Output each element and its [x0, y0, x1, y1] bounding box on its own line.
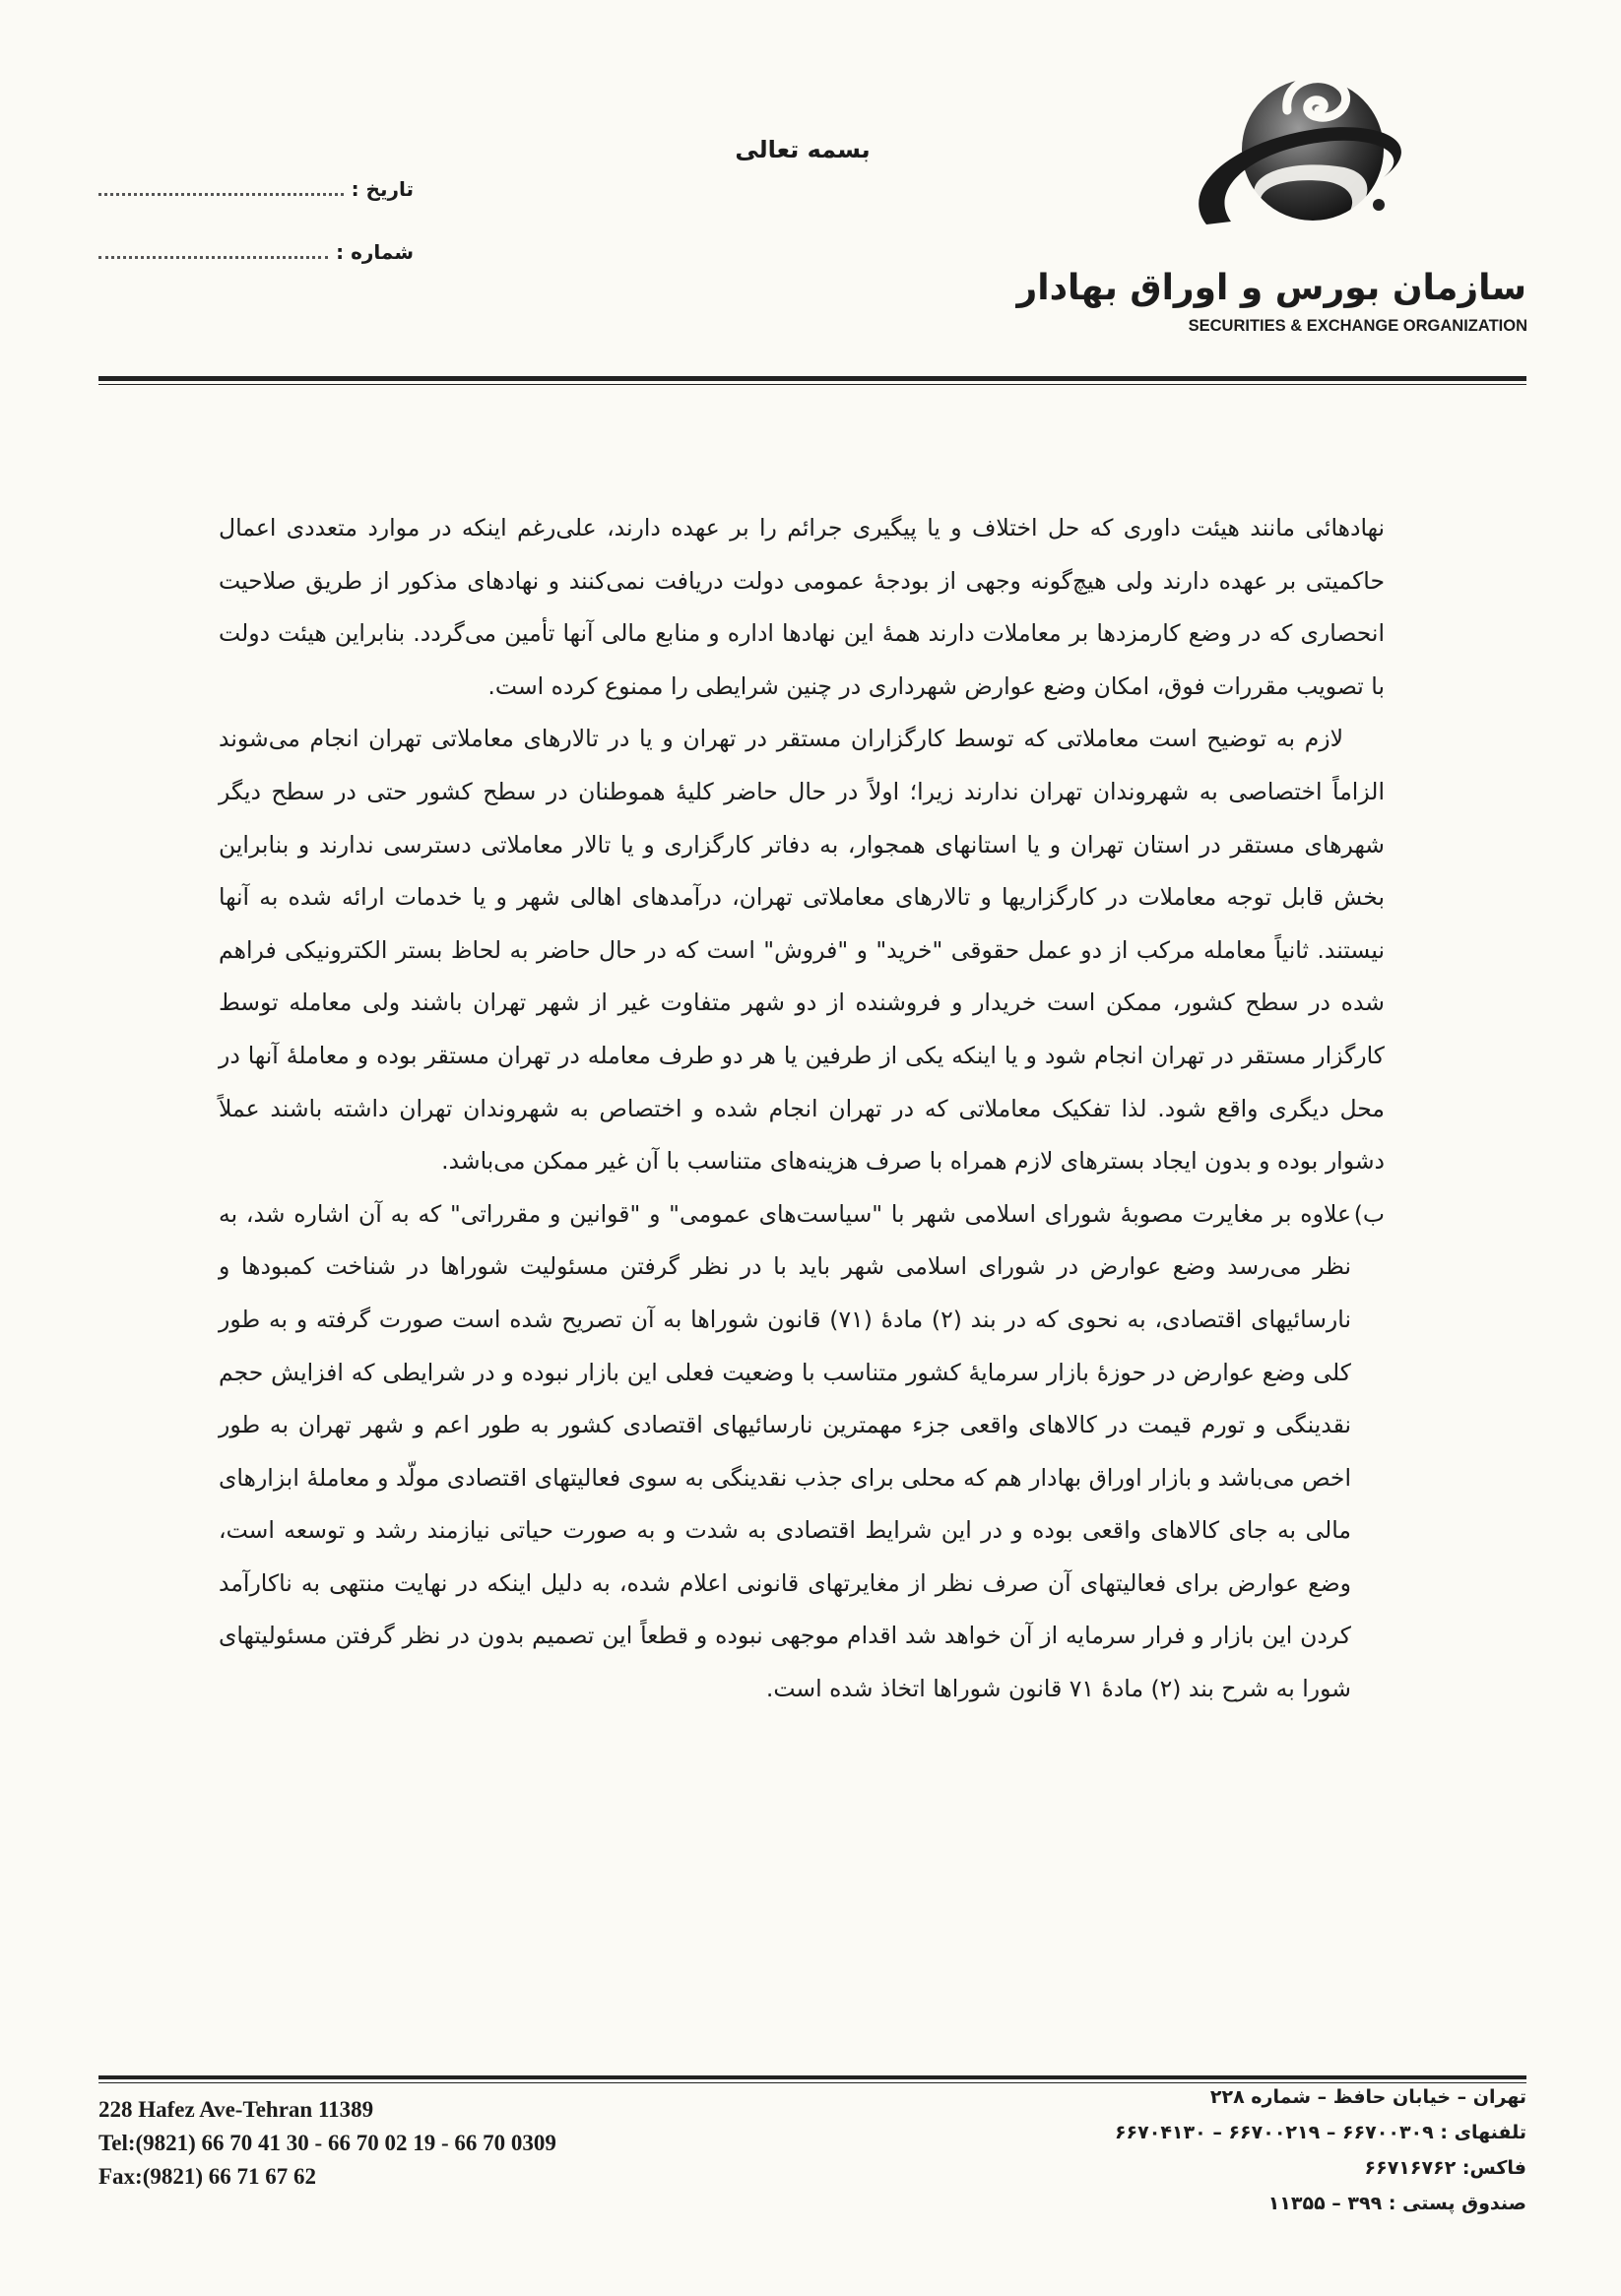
- footer-tel-en: Tel:(9821) 66 70 41 30 - 66 70 02 19 - 66 70 0309: [98, 2131, 556, 2155]
- body-item-b: [219, 1188, 1385, 1716]
- date-label: تاریخ :: [351, 177, 414, 201]
- item-b-text: علاوه بر مغایرت مصوبهٔ شورای اسلامی شهر با "سیاست‌های عمومی" و "قوانین و مقرراتی" که به آن اشاره شد، به نظر می‌رسد وضع عوارض در شورای اسلامی شهر باید با در نظر گرفتن مسئولیت شوراها در شناخت کمبودها و نارسائیهای اقتصادی، به نحوی که در بند (۲) مادهٔ (۷۱) قانون شوراها به آن تصریح شده است صورت گرفته و به طور کلی وضع عوارض در حوزهٔ بازار سرمایهٔ کشور متناسب با وضعیت فعلی این بازار نبوده و در شرایطی که افزایش حجم نقدینگی و تورم قیمت در کالاهای واقعی جزء مهمترین نارسائیهای اقتصادی کشور به طور اعم و شهر تهران به طور اخص می‌باشد و بازار اوراق بهادار هم که محلی برای جذب نقدینگی به سوی فعالیتهای اقتصادی مولّد و معاملهٔ ابزارهای مالی به جای کالاهای واقعی بوده و در این شرایط اقتصادی به شدت و به صورت حیاتی نیازمند رشد و توسعه است، وضع عوارض برای فعالیتهای آن صرف نظر از مغایرتهای قانونی اعلام شده، به دلیل اینکه در نهایت منتهی به ناکارآمد کردن این بازار و فرار سرمایه از آن خواهد شد اقدام موجهی نبوده و قطعاً این تصمیم بدون در نظر گرفتن مسئولیتهای شورا به شرح بند (۲) مادهٔ ۷۱ قانون شوراها اتخاذ شده است.: [219, 1199, 1351, 1703]
- header-rule-thick: [98, 376, 1526, 381]
- header-rule-thin: [98, 384, 1526, 385]
- footer-contact-fa: [1115, 2079, 1526, 2221]
- footer-address-en: 228 Hafez Ave-Tehran 11389: [98, 2097, 374, 2122]
- bismillah-heading: بسمه تعالی: [735, 136, 871, 163]
- date-field: [98, 177, 414, 201]
- date-dotted-line: [98, 177, 344, 196]
- footer-contact-en: [98, 2093, 556, 2194]
- footer-fax-en: Fax:(9821) 66 71 67 62: [98, 2164, 317, 2189]
- footer-address-fa: تهران – خیابان حافظ – شماره ۲۲۸: [1209, 2086, 1526, 2108]
- body-paragraph-2: لازم به توضیح است معاملاتی که توسط کارگزاران مستقر در تهران و یا در تالارهای معاملاتی تهران انجام می‌شوند الزاماً اختصاصی به شهروندان تهران ندارند زیرا؛ اولاً در حال حاضر کلیهٔ هموطنان در سطح کشور حتی در سطح دیگر شهرهای مستقر در استان تهران و یا استانهای همجوار، به دفاتر کارگزاری و یا تالار معاملاتی دسترسی ندارند و بنابراین بخش قابل توجه معاملات در کارگزاریها و تالارهای معاملاتی تهران، درآمدهای اهالی شهر و یا خدمات ارائه شده به آنها نیستند. ثانیاً معامله مرکب از دو عمل حقوقی "خرید" و "فروش" است که در حال حاضر به لحاظ بستر الکترونیکی فراهم شده در سطح کشور، ممکن است خریدار و فروشنده از دو شهر متفاوت غیر از شهر تهران باشند ولی معامله توسط کارگزار مستقر در تهران انجام شود و یا اینکه یکی از طرفین یا هر دو طرف معامله در تهران مستقر بوده و معاملهٔ آنها در محل دیگری واقع شود. لذا تفکیک معاملاتی که در تهران انجام شده و اختصاص به شهروندان تهران داشته باشند عملاً دشوار بوده و بدون ایجاد بسترهای لازم همراه با صرف هزینه‌های متناسب با آن غیر ممکن می‌باشد.: [219, 725, 1385, 1176]
- number-label: شماره :: [336, 240, 414, 264]
- item-b-label: ب): [1353, 1199, 1385, 1228]
- letter-body: [219, 502, 1385, 1716]
- body-paragraph-1: نهادهائی مانند هیئت داوری که حل اختلاف و یا پیگیری جرائم را بر عهده دارند، علی‌رغم اینکه در موارد متعددی اعمال حاکمیتی بر عهده دارند ولی هیچ‌گونه وجهی از بودجهٔ عمومی دولت دریافت نمی‌کنند و نهادهای مذکور از طریق صلاحیت انحصاری که در وضع کارمزدها بر معاملات دارند همهٔ این نهادها اداره و منابع مالی آنها تأمین می‌گردد. بنابراین هیئت دولت با تصویب مقررات فوق، امکان وضع عوارض شهرداری در چنین شرایطی را ممنوع کرده است.: [219, 514, 1385, 700]
- org-name-en: SECURITIES & EXCHANGE ORGANIZATION: [1188, 317, 1527, 335]
- footer-tel-fa: تلفنهای : ۶۶۷۰۰۳۰۹ – ۶۶۷۰۰۲۱۹ – ۶۶۷۰۴۱۳۰: [1114, 2122, 1526, 2143]
- number-field: [98, 240, 414, 264]
- number-dotted-line: [98, 240, 328, 259]
- footer-fax-fa: فاکس: ۶۶۷۱۶۷۶۲: [1364, 2157, 1526, 2179]
- footer-pobox-fa: صندوق پستی : ۳۹۹ – ۱۱۳۵۵: [1267, 2193, 1526, 2214]
- org-name-fa: سازمان بورس و اوراق بهادار: [1016, 268, 1526, 308]
- seo-logo-icon: [1177, 59, 1433, 276]
